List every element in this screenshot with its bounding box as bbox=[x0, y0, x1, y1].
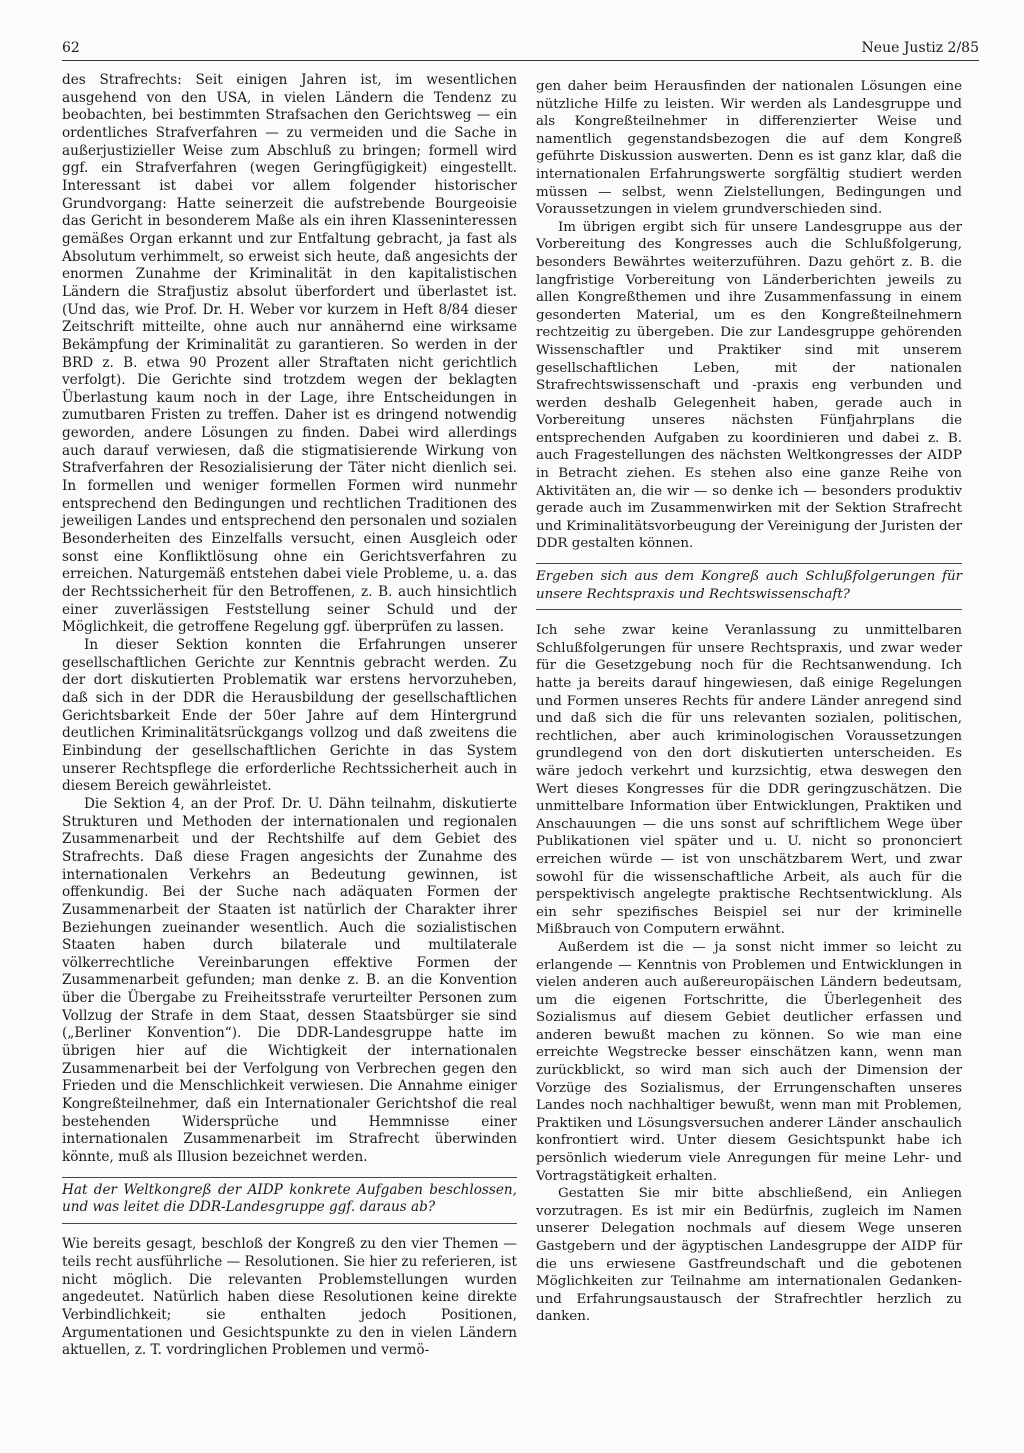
page-header bbox=[62, 40, 979, 62]
body-paragraph: Die Sektion 4, an der Prof. Dr. U. Dähn teilnahm, diskutierte Strukturen und Methoden der internationalen und regionalen Zusammenarbeit und der Rechtshilfe auf dem Gebiet des Strafrechts. Daß diese Fragen angesichts der Zunahme des internationalen Verkehrs an Bedeutung gewinnen, ist offenkundig. Bei der Suche nach adäquaten Formen der Zusammenarbeit der Staaten ist natürlich der Charakter ihrer Beziehungen zueinander wesentlich. Auch die sozialistischen Staaten haben durch bilaterale und multilaterale völkerrechtliche Vereinbarungen effektive Formen der Zusammenarbeit gefunden; man denke z. B. an die Konvention über die Übergabe zu Freiheitsstrafe verurteilter Personen zum Vollzug der Strafe in dem Staat, dessen Staatsbürger sie sind („Berliner Konvention“). Die DDR-Landesgruppe hatte im übrigen hier auf die Wichtigkeit der internationalen Zusammenarbeit bei der Verfolgung von Verbrechen gegen den Frieden und die Menschlichkeit verwiesen. Die Annahme einiger Kongreßteilnehmer, daß ein Internationaler Gerichtshof die real bestehenden Widersprüche und Hemmnisse einer internationalen Zusammenarbeit im Strafrecht überwinden könnte, muß als Illusion bezeichnet werden. bbox=[62, 795, 517, 1166]
left-column bbox=[62, 72, 517, 1360]
page-number: 62 bbox=[62, 40, 80, 56]
interview-question-box bbox=[536, 563, 962, 610]
interview-question-box bbox=[62, 1177, 517, 1225]
body-paragraph: Im übrigen ergibt sich für unsere Landesgruppe aus der Vorbereitung des Kongresses auch die Schlußfolgerung, besonders Bewährtes weiterzuführen. Dazu gehört z. B. die langfristige Vorbereitung von Länderberichten jeweils zu allen Kongreßthemen und ihre Zusammenfassung in einem gesonderten Material, um es den Kongreßteilnehmern rechtzeitig zu übergeben. Die zur Landesgruppe gehörenden Wissenschaftler und Praktiker sind mit unserem gesellschaftlichen Leben, mit der nationalen Strafrechtswissenschaft und -praxis eng verbunden und werden deshalb Gelegenheit haben, gerade auch in Vorbereitung unseres nächsten Fünfjahrplans die entsprechenden Aufgaben zu koordinieren und dabei z. B. auch Fragestellungen des nächsten Weltkongresses der AIDP in Betracht ziehen. Es stehen also eine ganze Reihe von Aktivitäten an, die wir — so denke ich — besonders produktiv gerade auch im Zusammenwirken mit der Sektion Strafrecht und Kriminalitätsvorbeugung der Vereinigung der Juristen der DDR gestalten können. bbox=[536, 219, 962, 552]
body-paragraph: Ich sehe zwar keine Veranlassung zu unmittelbaren Schlußfolgerungen für unsere Rechtspraxis, und zwar weder für die Gesetzgebung noch für die Rechtsanwendung. Ich hatte ja bereits darauf hingewiesen, daß einige Regelungen und Formen unseres Rechts für andere Länder anregend sind und daß sich die für uns relevanten sozialen, politischen, rechtlichen, aber auch kriminologischen Voraussetzungen grundlegend von den dort diskutierten unterscheiden. Es wäre jedoch verkehrt und kurzsichtig, etwa deswegen den Wert dieses Kongresses für die DDR geringzuschätzen. Die unmittelbare Information über Entwicklungen, Praktiken und Anschauungen — die uns sonst auf schriftlichem Wege über Publikationen viel später und u. U. nicht so prononciert erreichen würde — ist von unschätzbarem Wert, und zwar sowohl für die wissenschaftliche Arbeit, als auch für die perspektivisch angelegte praktische Rechtsentwicklung. Als ein sehr spezifisches Beispiel sei nur der kriminelle Mißbrauch von Computern erwähnt. bbox=[536, 623, 962, 938]
right-column bbox=[536, 78, 962, 1326]
body-paragraph: Gestatten Sie mir bitte abschließend, ein Anliegen vorzutragen. Es ist mir ein Bedürfnis, zugleich im Namen unserer Delegation nochmals auf diesem Wege unseren Gastgebern und der ägyptischen Landesgruppe der AIDP für die uns erwiesene Gastfreundschaft und die gebotenen Möglichkeiten zur Teilnahme am internationalen Gedanken- und Erfahrungsaustausch der Strafrechtler herzlich zu danken. bbox=[536, 1186, 962, 1325]
header-rule bbox=[62, 60, 979, 61]
body-paragraph: gen daher beim Herausfinden der nationalen Lösungen eine nützliche Hilfe zu leisten. Wir werden als Landesgruppe und als Kongreßteilnehmer in differenzierter Weise und namentlich gegenstandsbezogen die auf dem Kongreß geführte Diskussion auswerten. Denn es ist ganz klar, daß die internationalen Erfahrungswerte sorgfältig studiert werden müssen — selbst, wenn Zielstellungen, Bedingungen und Voraussetzungen in vielem grundverschieden sind. bbox=[536, 79, 962, 218]
body-paragraph: In dieser Sektion konnten die Erfahrungen unserer gesellschaftlichen Gerichte zur Kenntnis gebracht werden. Zu der dort diskutierten Problematik war erstens hervorzuheben, daß sich in der DDR die Herausbildung der gesellschaftlichen Gerichtsbarkeit Ende der 50er Jahre auf dem Hintergrund deutlichen Kriminalitätsrückgangs vollzog und daß zweitens die Einbindung der gesellschaftlichen Gerichte in das System unserer Rechtspflege die erforderliche Rechtssicherheit auch in diesem Bereich gewährleistet. bbox=[62, 637, 517, 795]
body-paragraph: des Strafrechts: Seit einigen Jahren ist, im wesentlichen ausgehend von den USA, in vielen Ländern die Tendenz zu beobachten, bei bestimmten Strafsachen den Gerichtsweg — ein ordentliches Strafverfahren — zu vermeiden und die Sache in außerjustizieller Weise zum Abschluß zu bringen; formell wird ggf. ein Strafverfahren (wegen Geringfügigkeit) eingestellt. Interessant ist dabei vor allem folgender historischer Grundvorgang: Hatte seinerzeit die aufstrebende Bourgeoisie das Gericht in besonderem Maße als ein ihren Klasseninteressen gemäßes Organ erkannt und zur Entfaltung gebracht, ja fast als Absolutum verhimmelt, so erweist sich heute, daß angesichts der enormen Zunahme der Kriminalität in den kapitalistischen Ländern die Strafjustiz absolut überfordert und überlastet ist. (Und das, wie Prof. Dr. H. Weber vor kurzem in Heft 8/84 dieser Zeitschrift mitteilte, ohne auch nur annähernd eine wirksame Bekämpfung der Kriminalität zu garantieren. So werden in der BRD z. B. etwa 90 Prozent aller Straftaten nicht gerichtlich verfolgt). Die Gerichte sind trotzdem wegen der beklagten Überlastung kaum noch in der Lage, ihre Entscheidungen in zumutbaren Fristen zu treffen. Daher ist es dringend notwendig geworden, andere Lösungen zu finden. Dabei wird allerdings auch darauf verwiesen, daß die stigmatisierende Wirkung von Strafverfahren der Resozialisierung der Täter nicht dienlich sei. In formellen und weniger formellen Formen wird nunmehr entsprechend den Bedingungen und rechtlichen Traditionen des jeweiligen Landes und entsprechend den personalen und sozialen Besonderheiten des Einzelfalls versucht, einen Ausgleich oder sonst eine Konfliktlösung ohne ein Gerichtsverfahren zu erreichen. Naturgemäß entstehen dabei viele Probleme, u. a. das der Rechtssicherheit für den Betroffenen, z. B. auch hinsichtlich einer zuverlässigen Feststellung seiner Schuld und der Möglichkeit, die getroffene Regelung ggf. überprüfen zu lassen. bbox=[62, 72, 517, 636]
journal-title: Neue Justiz 2/85 bbox=[861, 40, 979, 56]
body-paragraph: Außerdem ist die — ja sonst nicht immer so leicht zu erlangende — Kenntnis von Problemen und Entwicklungen in vielen anderen auch außereuropäischen Ländern bedeutsam, um die eigenen Fortschritte, die Überlegenheit des Sozialismus auf diesem Gebiet deutlicher erfassen und anderen bewußt machen zu können. So wie man eine erreichte Wegstrecke besser einschätzen kann, wenn man zurückblickt, so wird man sich auch der Dimension der Vorzüge des Sozialismus, der Errungenschaften unseres Landes noch nachhaltiger bewußt, wenn man mit Problemen, Praktiken und Lösungsversuchen anderer Länder anschaulich konfrontiert wird. Unter diesem Gesichtspunkt habe ich persönlich wiederum viele Anregungen für meine Lehr- und Vortragstätigkeit erhalten. bbox=[536, 939, 962, 1184]
interview-question: Hat der Weltkongreß der AIDP konkrete Aufgaben beschlossen, und was leitet die DDR-Landesgruppe ggf. daraus ab? bbox=[62, 1181, 517, 1216]
interview-question: Ergeben sich aus dem Kongreß auch Schlußfolgerungen für unsere Rechtspraxis und Rechtswissenschaft? bbox=[536, 569, 962, 602]
body-paragraph: Wie bereits gesagt, beschloß der Kongreß zu den vier Themen — teils recht ausführliche — Resolutionen. Sie hier zu referieren, ist nicht möglich. Die relevanten Problemstellungen wurden angedeutet. Natürlich haben diese Resolutionen keine direkte Verbindlichkeit; sie enthalten jedoch Positionen, Argumentationen und Gesichtspunkte zu den in vielen Ländern aktuellen, z. T. vordringlichen Problemen und vermö- bbox=[62, 1236, 517, 1359]
